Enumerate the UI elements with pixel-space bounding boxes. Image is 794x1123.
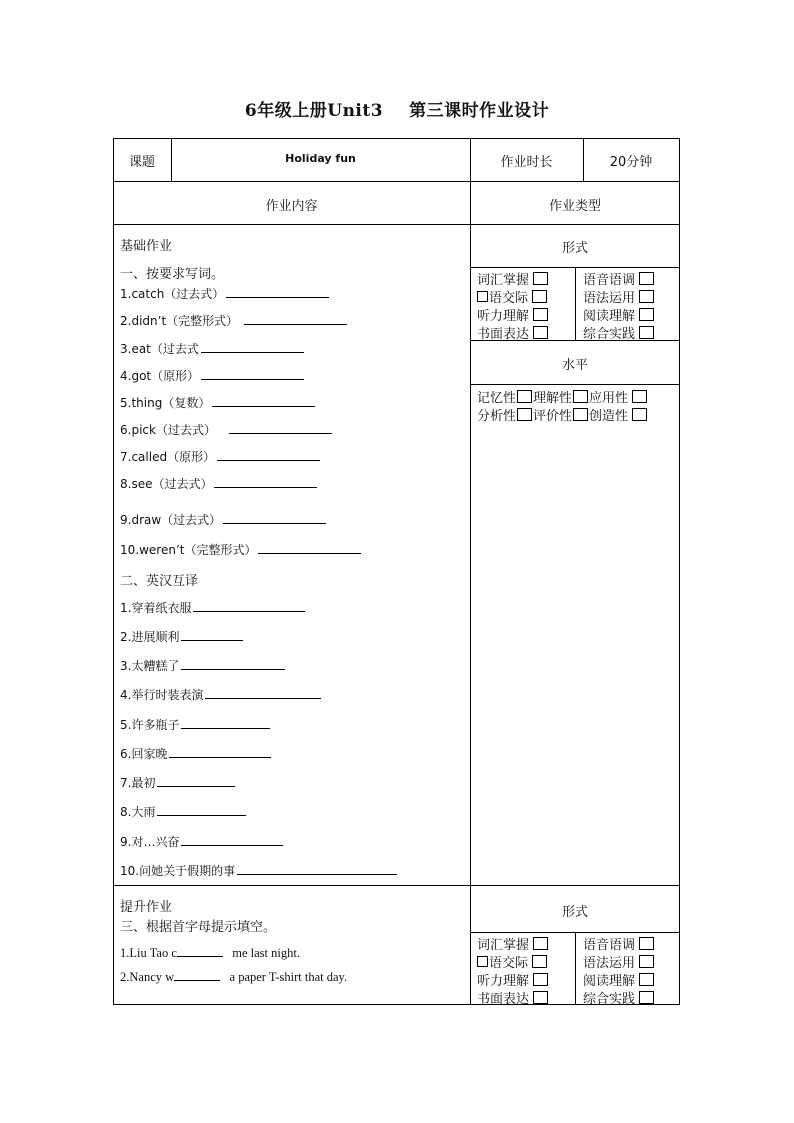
checkbox[interactable] — [533, 991, 548, 1004]
option-grammar: 语法运用 — [583, 952, 654, 971]
list-item: 6.pick（过去式） — [120, 421, 332, 438]
section2-heading: 二、英汉互译 — [120, 574, 199, 589]
duration-label: 作业时长 — [500, 155, 553, 170]
list-item: 9.draw（过去式） — [120, 511, 326, 528]
option-reading: 阅读理解 — [583, 305, 654, 324]
checkbox[interactable] — [639, 272, 654, 285]
row-divider — [113, 224, 680, 225]
checkbox[interactable] — [517, 408, 532, 421]
checkbox[interactable] — [533, 326, 548, 339]
checkbox[interactable] — [533, 937, 548, 950]
level-divider — [470, 384, 680, 385]
checkbox[interactable] — [639, 326, 654, 339]
option-communication: 语交际 — [477, 952, 547, 971]
list-item: 4.got（原形） — [120, 367, 304, 384]
option-writing: 书面表达 — [477, 323, 548, 342]
checkbox[interactable] — [639, 937, 654, 950]
table-border-right — [679, 138, 680, 1005]
list-item: 7.called（原形） — [120, 448, 320, 465]
checkbox[interactable] — [639, 991, 654, 1004]
list-item: 3.太糟糕了 — [120, 657, 285, 674]
option-pronunciation: 语音语调 — [583, 934, 654, 953]
list-item: 2.didn’t（完整形式） — [120, 312, 347, 329]
section3-heading: 三、根据首字母提示填空。 — [120, 920, 277, 935]
option-listening: 听力理解 — [477, 305, 548, 324]
option-vocab: 词汇掌握 — [477, 269, 548, 288]
checkbox[interactable] — [573, 390, 588, 403]
checkbox[interactable] — [639, 308, 654, 321]
checkbox[interactable] — [533, 973, 548, 986]
checkbox[interactable] — [639, 290, 654, 303]
list-item: 1.穿着纸衣服 — [120, 599, 305, 616]
form-label-2: 形式 — [561, 905, 588, 920]
option-vocab: 词汇掌握 — [477, 934, 548, 953]
type-label: 作业类型 — [548, 199, 601, 214]
list-item: 1.catch（过去式） — [120, 285, 329, 302]
checkbox[interactable] — [532, 955, 547, 968]
level-label: 水平 — [561, 358, 588, 373]
checkbox[interactable] — [639, 973, 654, 986]
list-item: 7.最初 — [120, 774, 235, 791]
list-item: 10.问她关于假期的事 — [120, 862, 397, 879]
level-row-2: 分析性 评价性 创造性 — [477, 405, 647, 424]
option-practice: 综合实践 — [583, 323, 654, 342]
main-divider — [470, 138, 471, 1005]
content-label: 作业内容 — [265, 199, 318, 214]
duration-value: 20分钟 — [609, 155, 653, 170]
basic-heading: 基础作业 — [120, 239, 173, 254]
option-grammar: 语法运用 — [583, 287, 654, 306]
checkbox[interactable] — [639, 955, 654, 968]
form-col-divider — [575, 932, 576, 1005]
question-1: 1.Liu Tao c me last night. — [120, 946, 300, 960]
list-item: 6.回家晚 — [120, 745, 271, 762]
homework-table — [113, 138, 680, 1005]
section1-heading: 一、按要求写词。 — [120, 267, 225, 282]
checkbox[interactable] — [533, 272, 548, 285]
advanced-heading: 提升作业 — [120, 900, 173, 915]
title-part2: 第三课时作业设计 — [409, 101, 550, 121]
option-listening: 听力理解 — [477, 970, 548, 989]
table-border-left — [113, 138, 114, 1005]
title-part1: 6年级上册Unit3 — [244, 101, 384, 121]
option-pronunciation: 语音语调 — [583, 269, 654, 288]
level-row-1: 记忆性 理解性 应用性 — [477, 387, 647, 406]
list-item: 3.eat（过去式 — [120, 340, 304, 357]
row-divider — [113, 885, 680, 886]
form-col-divider — [575, 267, 576, 340]
topic-label: 课题 — [128, 155, 155, 170]
list-item: 9.对…兴奋 — [120, 833, 283, 850]
option-practice: 综合实践 — [583, 988, 654, 1007]
list-item: 5.许多瓶子 — [120, 716, 270, 733]
row-divider — [113, 181, 680, 182]
checkbox[interactable] — [573, 408, 588, 421]
question-2: 2.Nancy w a paper T-shirt that day. — [120, 970, 348, 984]
option-writing: 书面表达 — [477, 988, 548, 1007]
page-title — [0, 96, 794, 121]
option-reading: 阅读理解 — [583, 970, 654, 989]
list-item: 5.thing（复数） — [120, 394, 315, 411]
checkbox[interactable] — [632, 408, 647, 421]
list-item: 8.see（过去式） — [120, 475, 317, 492]
checkbox[interactable] — [532, 290, 547, 303]
checkbox[interactable] — [517, 390, 532, 403]
checkbox[interactable] — [533, 308, 548, 321]
list-item: 10.weren’t（完整形式） — [120, 541, 361, 558]
table-border-top — [113, 138, 680, 139]
form-label: 形式 — [561, 241, 588, 256]
topic-value: Holiday fun — [285, 152, 356, 165]
list-item: 2.进展顺利 — [120, 628, 243, 645]
checkbox[interactable] — [632, 390, 647, 403]
list-item: 8.大雨 — [120, 803, 246, 820]
list-item: 4.举行时装表演 — [120, 686, 321, 703]
option-communication: 语交际 — [477, 287, 547, 306]
